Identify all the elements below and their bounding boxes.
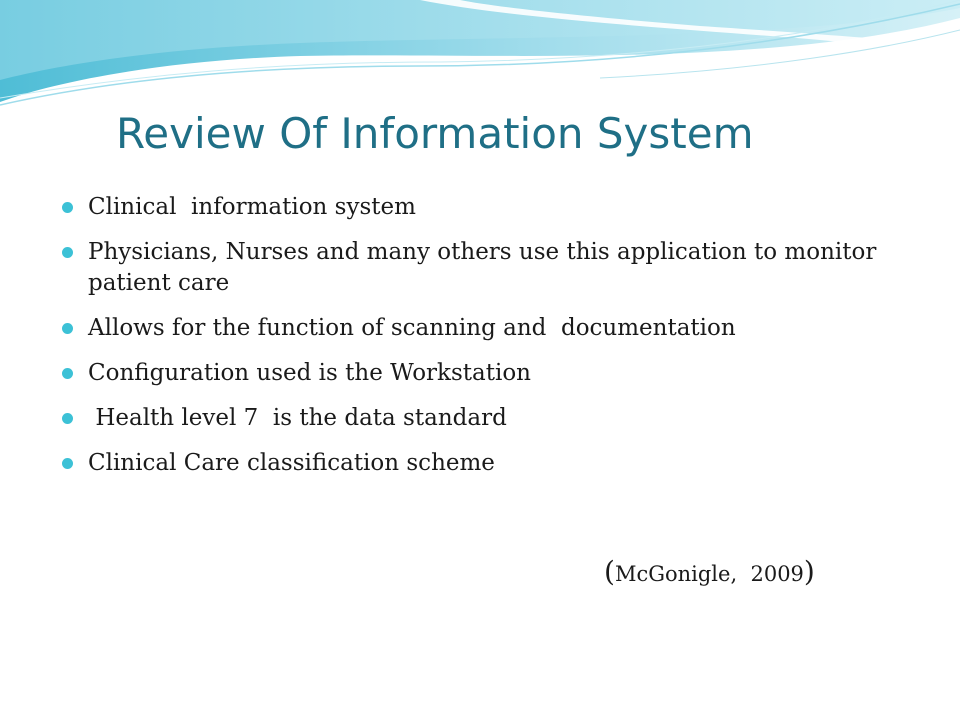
slide-title: Review Of Information System [116,109,754,158]
bullet-item [62,448,912,479]
bullet-dot-icon [62,413,73,424]
bullet-dot-icon [62,458,73,469]
bullet-text: Health level 7 is the data standard [88,405,507,431]
bullet-dot-icon [62,323,73,334]
bullet-item [62,192,912,223]
citation-close-paren: ) [803,555,815,588]
citation-text: McGonigle, 2009 [614,562,804,586]
bullet-text: Physicians, Nurses and many others use this application to monitor patient care [88,239,884,296]
bullet-dot-icon [62,368,73,379]
bullet-text: Clinical Care classification scheme [88,450,495,476]
bullet-dot-icon [62,202,73,213]
bullet-text: Configuration used is the Workstation [88,360,531,386]
bullet-text: Allows for the function of scanning and documentation [88,315,736,341]
bullet-item [62,403,912,434]
citation [604,554,815,592]
citation-open-paren: ( [604,555,615,588]
bullet-item [62,313,912,344]
bullet-item [62,358,912,389]
bullet-text: Clinical information system [88,194,416,220]
bullet-item [62,237,912,299]
bullet-list [62,192,912,493]
bullet-dot-icon [62,247,73,258]
wave-header-decoration [0,0,960,120]
